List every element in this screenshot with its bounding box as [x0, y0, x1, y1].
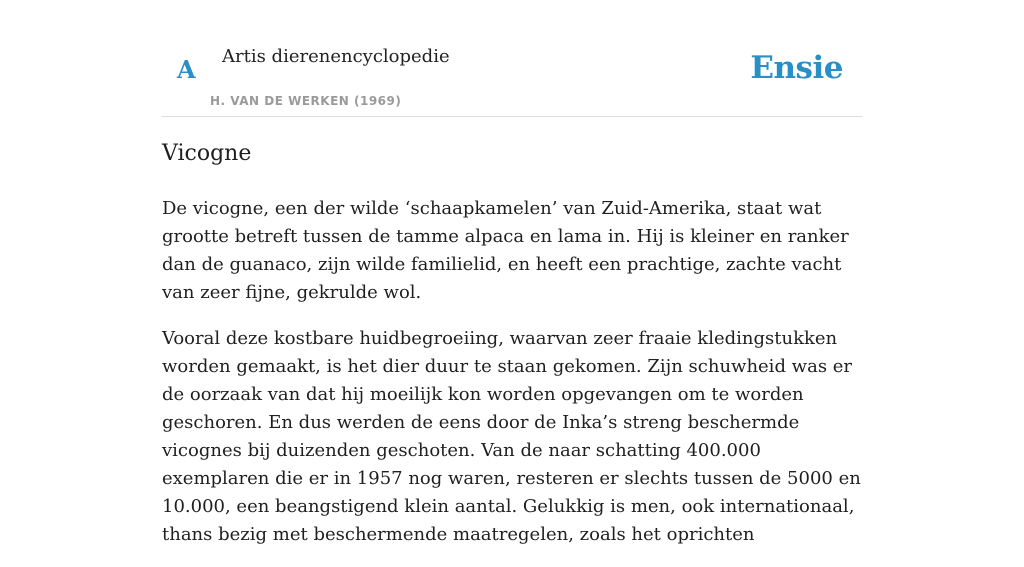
article: [162, 138, 862, 567]
book-title-link[interactable]: Artis dierenencyclopedie: [222, 46, 450, 67]
page-header: [162, 0, 862, 117]
article-paragraph: De vicogne, een der wilde ‘schaapkamelen’ van Zuid-Amerika, staat wat grootte betreft tussen de tamme alpaca en lama in. Hij is kleiner en ranker dan de guanaco, zijn wilde familielid, en heeft een prachtige, zachte vacht van zeer fijne, gekrulde wol.: [162, 198, 849, 303]
article-paragraph: Vooral deze kostbare huidbegroeiing, waarvan zeer fraaie kledingstukken worden gemaakt, is het dier duur te staan gekomen. Zijn schuwheid was er de oorzaak van dat hij moeilijk kon worden opgevangen om te worden geschoren. En dus werden de eens door de Inka’s streng beschermde vicognes bij duizenden geschoten. Van de naar schatting 400.000 exemplaren die er in 1957 nog waren, resteren er slechts tussen de 5000 en 10.000, een beangstigend klein aantal. Gelukkig is men, ook internationaal, thans bezig met beschermende maatregelen, zoals het oprichten: [162, 328, 861, 545]
letter-index-link[interactable]: A: [177, 55, 196, 84]
article-title: Vicogne: [162, 141, 252, 166]
book-author: H. VAN DE WERKEN (1969): [210, 94, 402, 108]
ensie-logo-link[interactable]: Ensie: [750, 50, 843, 86]
